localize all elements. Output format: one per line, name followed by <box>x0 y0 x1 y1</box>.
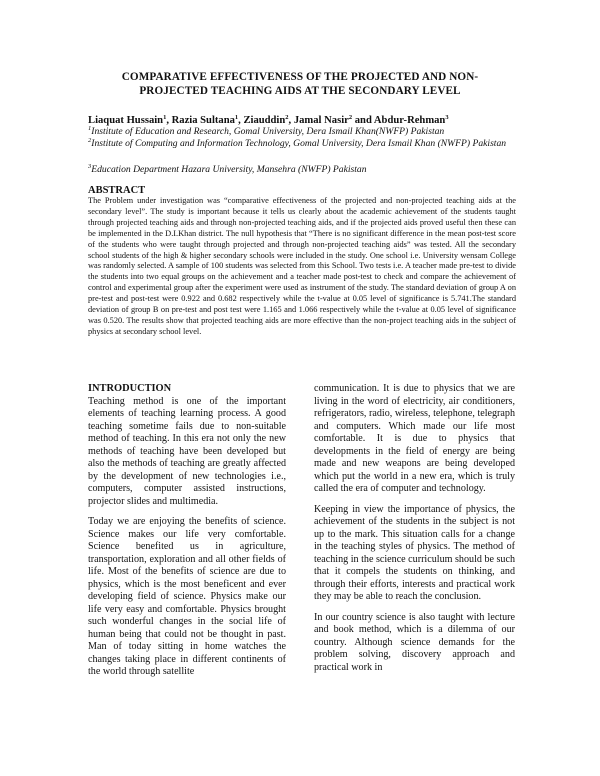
author: Abdur-Rehman$^3$ <box>373 114 449 126</box>
author: Liaquat Hussain$^1$, <box>88 114 172 126</box>
author: Jamal Nasir$^2$ and <box>293 114 374 126</box>
abstract-body: The Problem under investigation was “comparative effectiveness of the projected and non-projected teaching aids at the secondary level”. The study is important because it tells us clearly about the academic achievement of the students taught through projected teaching aids and through non-projected teaching aids, and if the projected aids proved useful then these can be implemented in the D.I.Khan district. The null hypothesis that “There is no significant difference in the mean post-test score of the students who were taught through projected and through non-projected teaching aids” was tested. All the secondary school students of the high & higher secondary schools were included in the study. One school i.e. University wensam College was randomly selected. A sample of 100 students was selected from this School. Two tests i.e. A teacher made pre-test to divide the students into two equal groups on the achievement and a teacher made post-test to check and compare the achievement of control and experimental group after the experiment were used as instrument of the study. The standard deviation of group A on pre-test and post-test were 0.922 and 0.682 respectively while the t-value at 0.05 level of significance is 5.741.The standard deviation of group B on pre-test and post test were 1.165 and 1.066 respectively while the t-value at 0.05 level of significance was 0.520. The results show that projected teaching aids are more effective than the non-project teaching aids in the subject of physics at secondary school level. <box>88 196 516 336</box>
right-column <box>314 383 515 682</box>
affiliation: $^3$Education Department Hazara University, Mansehra (NWFP) Pakistan <box>88 163 367 175</box>
affiliation: $^2$Institute of Computing and Information Technology, Gomal University, Dera Ismail Khan (NWFP) Pakistan <box>88 137 507 149</box>
paragraph: Today we are enjoying the benefits of science. Science makes our life very comfortable. Science benefited us in agriculture, transportation, exploration and all other fields of life. Most of the benefits of science are due to physics, which is the most beneficent and ever developing field of science. Physics make our life very easy and comfortable. Physics brought such wonderful changes in the social life of human being that could not be thought in past. Man of today sitting in home watches the changes taking place in different continents of the world through satellite <box>88 516 286 677</box>
left-column <box>88 383 286 687</box>
paragraph: communication. It is due to physics that we are living in the word of electricity, air conditioners, refrigerators, radio, wireless, telephone, telegraph and computers. Which made our life most comfortable. It is due to physics that developments in the field of energy are being made and new weapons are being developed which put the world in a new era, which is truly called the era of computer and technology. <box>314 383 515 494</box>
paragraph: In our country science is also taught with lecture and book method, which is a dilemma of our country. Although science demands for the problem solving, discovery approach and practical work in <box>314 611 515 673</box>
paper-title: COMPARATIVE EFFECTIVENESS OF THE PROJECTED AND NON-PROJECTED TEACHING AIDS AT THE SECONDARY LEVEL <box>121 71 479 97</box>
paragraph: Teaching method is one of the important elements of teaching learning process. A good teaching sometime fails due to non-suitable method of teaching. In this era not only the new methods of teaching have been developed but also the methods of teaching are greatly affected by the development of new technologies i.e., computers, computer assisted instructions, projector slides and multimedia. <box>88 395 286 507</box>
abstract-heading: ABSTRACT <box>88 185 146 196</box>
introduction-heading: INTRODUCTION <box>88 383 172 394</box>
author: Ziauddin$^2$, <box>243 114 294 126</box>
paragraph: Keeping in view the importance of physics, the achievement of the students in the subject is not up to the mark. This situation calls for a change in the teaching styles of physics. The method of teaching in the science curriculum should be such that it compels the students on thinking, and through their efforts, interests and practical work they may be able to reach the conclusion. <box>314 503 515 602</box>
affiliation: $^1$Institute of Education and Research, Gomal University, Dera Ismail Khan(NWFP) Pakistan <box>88 125 445 137</box>
author: Razia Sultana$^1$, <box>171 114 244 126</box>
